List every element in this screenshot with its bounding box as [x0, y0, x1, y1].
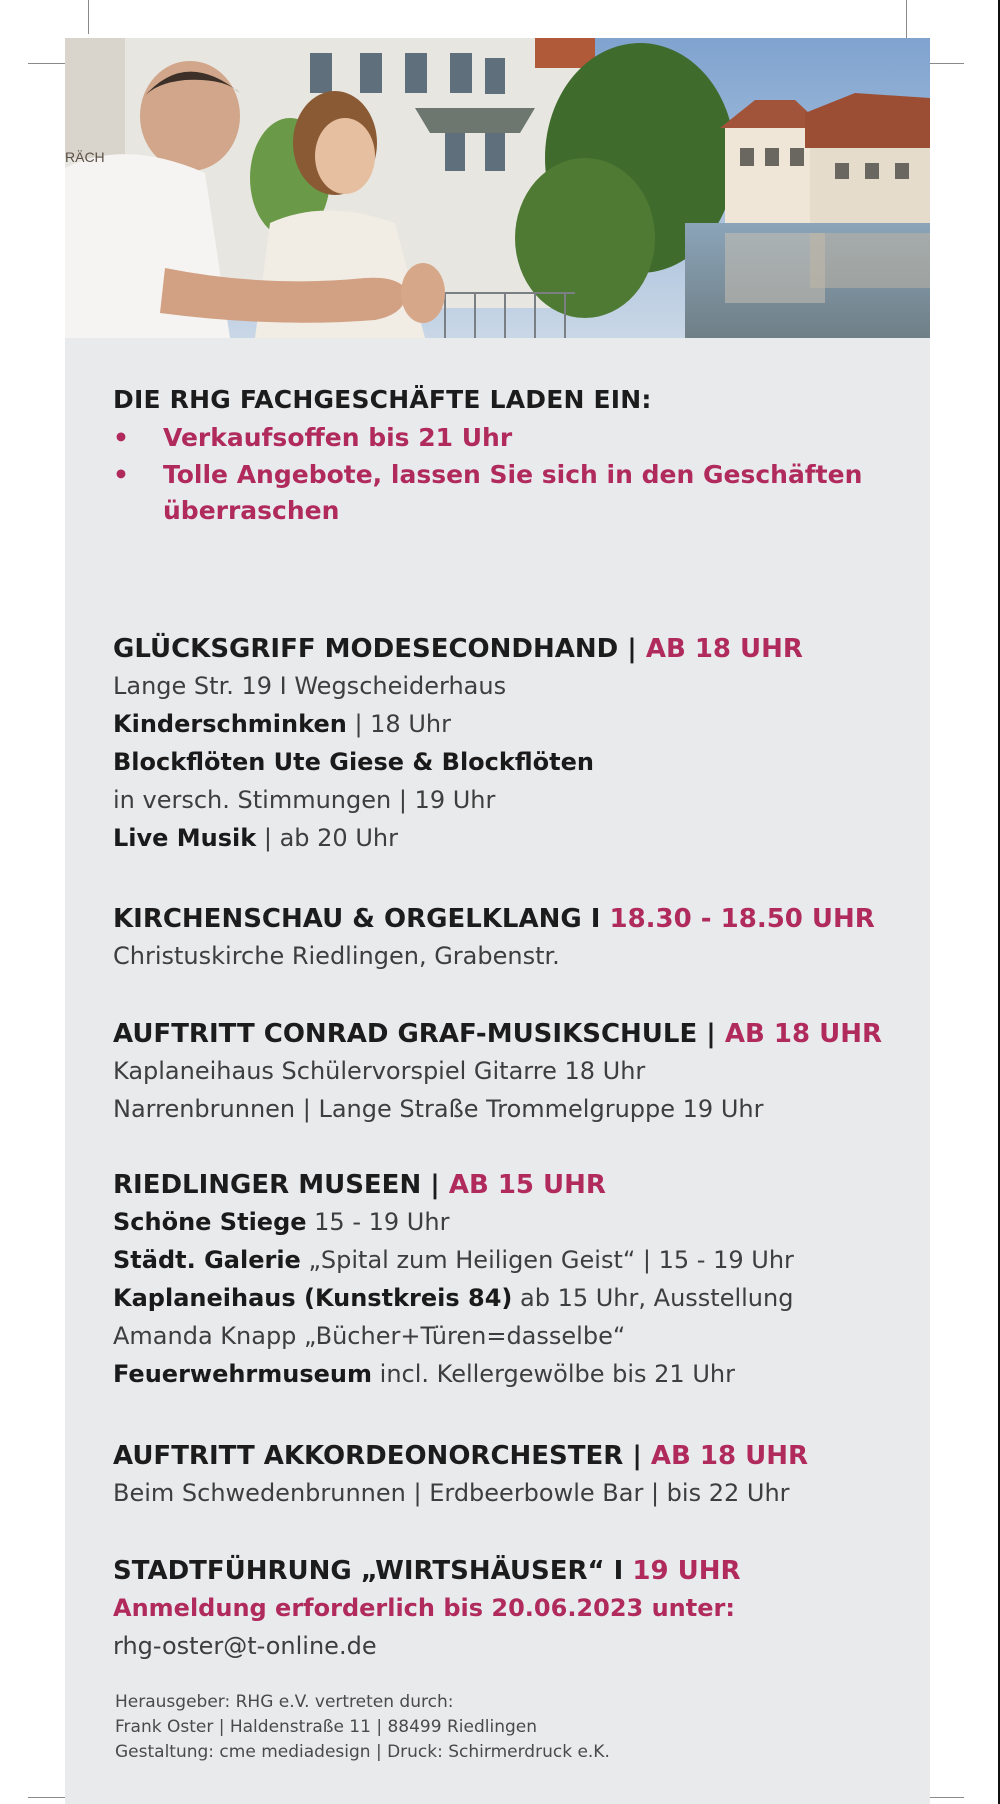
event-time: AB 18 UHR: [724, 1019, 882, 1049]
event-line: [113, 937, 933, 975]
line-text: Narrenbrunnen | Lange Straße Trommelgruppe 19 Uhr: [113, 1095, 764, 1123]
event-time: 19 UHR: [632, 1556, 741, 1586]
event-title-text: RIEDLINGER MUSEEN |: [113, 1170, 440, 1200]
line-text: | ab 20 Uhr: [256, 824, 398, 852]
event-line: [113, 1279, 933, 1317]
line-text: „Spital zum Heiligen Geist“ | 15 - 19 Uhr: [300, 1246, 794, 1274]
event-glücksgriff: [113, 631, 933, 857]
event-line: [113, 1203, 933, 1241]
event-line: [113, 781, 933, 819]
crop-mark: [28, 1797, 70, 1798]
intro-title: DIE RHG FACHGESCHÄFTE LADEN EIN:: [113, 385, 652, 414]
registration-note: Anmeldung erforderlich bis 20.06.2023 unter:: [113, 1594, 735, 1622]
line-text: | 18 Uhr: [346, 710, 451, 738]
event-title: [113, 901, 933, 937]
event-line: [113, 1241, 933, 1279]
event-title-text: AUFTRITT AKKORDEONORCHESTER |: [113, 1441, 642, 1471]
header-photo: [65, 38, 930, 338]
event-title: [113, 1016, 933, 1052]
bullet-text: Verkaufsoffen bis 21 Uhr: [163, 423, 513, 452]
line-text: Kaplaneihaus Schülervorspiel Gitarre 18 Uhr: [113, 1057, 646, 1085]
header-photo-illustration: [65, 38, 930, 338]
event-line: [113, 705, 933, 743]
photo-sign-text: RÄCH: [65, 149, 105, 165]
event-title: [113, 1167, 933, 1203]
bullet-text: Tolle Angebote, lassen Sie sich in den Geschäften: [163, 460, 863, 489]
line-bold: Städt. Galerie: [113, 1246, 301, 1274]
line-text: incl. Kellergewölbe bis 21 Uhr: [372, 1360, 735, 1388]
contact-email[interactable]: rhg-oster@t-online.de: [113, 1632, 377, 1660]
crop-mark: [88, 0, 89, 34]
event-time: AB 18 UHR: [645, 634, 803, 664]
line-text: Lange Str. 19 I Wegscheiderhaus: [113, 672, 507, 700]
intro-block: [113, 383, 913, 529]
line-text: ab 15 Uhr, Ausstellung: [512, 1284, 794, 1312]
event-kirchenschau: [113, 901, 933, 975]
event-line: [113, 1090, 933, 1128]
event-time: AB 18 UHR: [650, 1441, 809, 1471]
intro-bullets: [113, 419, 913, 529]
event-title: [113, 1438, 933, 1474]
event-time: AB 15 UHR: [448, 1170, 606, 1200]
bullet-text: überraschen: [163, 496, 340, 525]
imprint: [115, 1690, 815, 1765]
line-bold: Feuerwehrmuseum: [113, 1360, 373, 1388]
event-museen: [113, 1167, 933, 1393]
line-bold: Live Musik: [113, 824, 257, 852]
event-stadtfuehrung: [113, 1553, 933, 1665]
crop-mark: [28, 63, 70, 64]
bullet-dot: •: [113, 423, 129, 452]
event-line: [113, 1474, 933, 1512]
event-title-text: AUFTRITT CONRAD GRAF-MUSIKSCHULE |: [113, 1019, 716, 1049]
event-title-text: KIRCHENSCHAU & ORGELKLANG I: [113, 904, 601, 934]
event-line: [113, 1052, 933, 1090]
line-text: Amanda Knapp „Bücher+Türen=dasselbe“: [113, 1322, 626, 1350]
imprint-publisher: Herausgeber: RHG e.V. vertreten durch:: [115, 1692, 454, 1712]
event-musikschule: [113, 1016, 933, 1128]
line-bold: Schöne Stiege: [113, 1208, 307, 1236]
event-title-text: STADTFÜHRUNG „WIRTSHÄUSER“ I: [113, 1556, 624, 1586]
event-line: [113, 819, 933, 857]
bullet-item: [113, 419, 913, 457]
imprint-design-print: Gestaltung: cme mediadesign | Druck: Schirmerdruck e.K.: [115, 1742, 610, 1762]
line-bold: Blockflöten Ute Giese & Blockflöten: [113, 748, 594, 776]
bullet-dot: •: [113, 460, 129, 489]
event-line: [113, 1317, 933, 1355]
flyer: [65, 38, 930, 1804]
imprint-address: Frank Oster | Haldenstraße 11 | 88499 Riedlingen: [115, 1717, 537, 1737]
event-line: [113, 743, 933, 781]
line-bold: Kaplaneihaus (Kunstkreis 84): [113, 1284, 513, 1312]
line-text: 15 - 19 Uhr: [306, 1208, 450, 1236]
event-title: [113, 1553, 933, 1589]
event-akkordeon: [113, 1438, 933, 1512]
event-line: [113, 1355, 933, 1393]
bullet-item: [113, 457, 913, 493]
bullet-continuation: [113, 493, 913, 529]
event-title: [113, 631, 933, 667]
event-time: 18.30 - 18.50 UHR: [609, 904, 875, 934]
line-bold: Kinderschminken: [113, 710, 347, 738]
event-line: [113, 667, 933, 705]
line-text: in versch. Stimmungen | 19 Uhr: [113, 786, 496, 814]
line-text: Christuskirche Riedlingen, Grabenstr.: [113, 942, 560, 970]
event-title-text: GLÜCKSGRIFF MODESECONDHAND |: [113, 634, 637, 664]
line-text: Beim Schwedenbrunnen | Erdbeerbowle Bar | bis 22 Uhr: [113, 1479, 790, 1507]
